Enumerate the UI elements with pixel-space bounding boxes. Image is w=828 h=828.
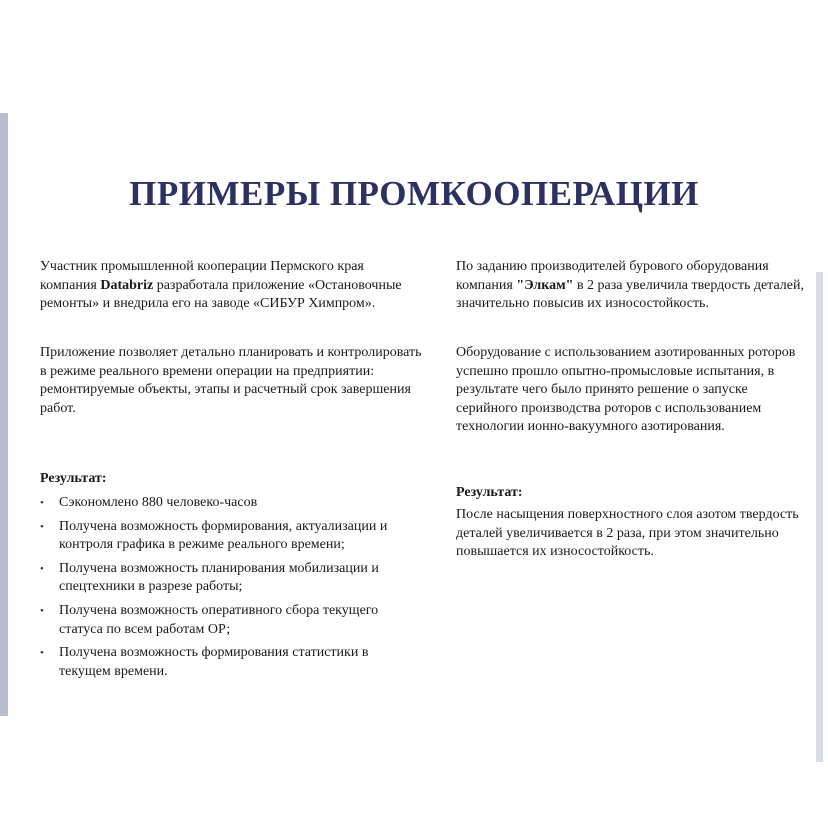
- list-item: [40, 644, 422, 681]
- left-intro-text: Участник промышленной кооперации Пермского края компания: [40, 259, 364, 293]
- right-description-paragraph: Оборудование с использованием азотированных роторов успешно прошло опытно-промысловые испытания, в результате чего было принято решение о запуске серийного производства роторов с использованием технологии ионно-вакуумного азотирования.: [456, 345, 796, 435]
- left-intro-paragraph: [40, 258, 422, 314]
- list-item-text: Сэкономлено 880 человеко-часов: [59, 495, 258, 510]
- right-edge-bar: [816, 272, 823, 762]
- right-result-title: Результат:: [456, 485, 523, 500]
- company-name-elkam: "Элкам": [516, 277, 574, 293]
- left-description-paragraph: Приложение позволяет детально планировать и контролировать в режиме реального времени операции на предприятии: ремонтируемые объекты, этапы и расчетный срок завершения работ.: [40, 345, 422, 416]
- company-name-databriz: Databriz: [100, 277, 154, 293]
- left-result-title: Результат:: [40, 471, 107, 486]
- right-intro-paragraph: [456, 258, 808, 314]
- bullet-icon: •: [40, 562, 44, 575]
- right-intro-text-end: в 2 раза увеличила твердость деталей, значительно повысив их износостойкость.: [456, 277, 804, 312]
- list-item-text: Получена возможность формирования статистики в текущем времени.: [59, 645, 369, 679]
- list-item-text: Получена возможность оперативного сбора текущего статуса по всем работам ОР;: [59, 602, 379, 637]
- bullet-icon: •: [40, 647, 44, 660]
- bullet-icon: •: [40, 604, 44, 617]
- right-intro-text: По заданию производителей бурового оборудования компания: [456, 259, 769, 293]
- list-item: [40, 494, 422, 513]
- right-result-text: После насыщения поверхностного слоя азотом твердость деталей увеличивается в 2 раза, при этом значительно повышается их износостойкость.: [456, 507, 799, 560]
- list-item: [40, 518, 422, 555]
- slide-title: ПРИМЕРЫ ПРОМКООПЕРАЦИИ: [129, 174, 699, 213]
- bullet-icon: •: [40, 520, 44, 533]
- list-item: [40, 560, 422, 597]
- left-results-list: [40, 494, 422, 686]
- bullet-icon: •: [40, 497, 44, 509]
- list-item-text: Получена возможность формирования, актуализации и контроля графика в режиме реального времени;: [59, 518, 388, 553]
- left-intro-text-end: разработала приложение «Остановочные ремонты» и внедрила его на заводе «СИБУР Химпром».: [40, 277, 402, 312]
- list-item: [40, 602, 422, 639]
- list-item-text: Получена возможность планирования мобилизации и спецтехники в разрезе работы;: [59, 560, 379, 595]
